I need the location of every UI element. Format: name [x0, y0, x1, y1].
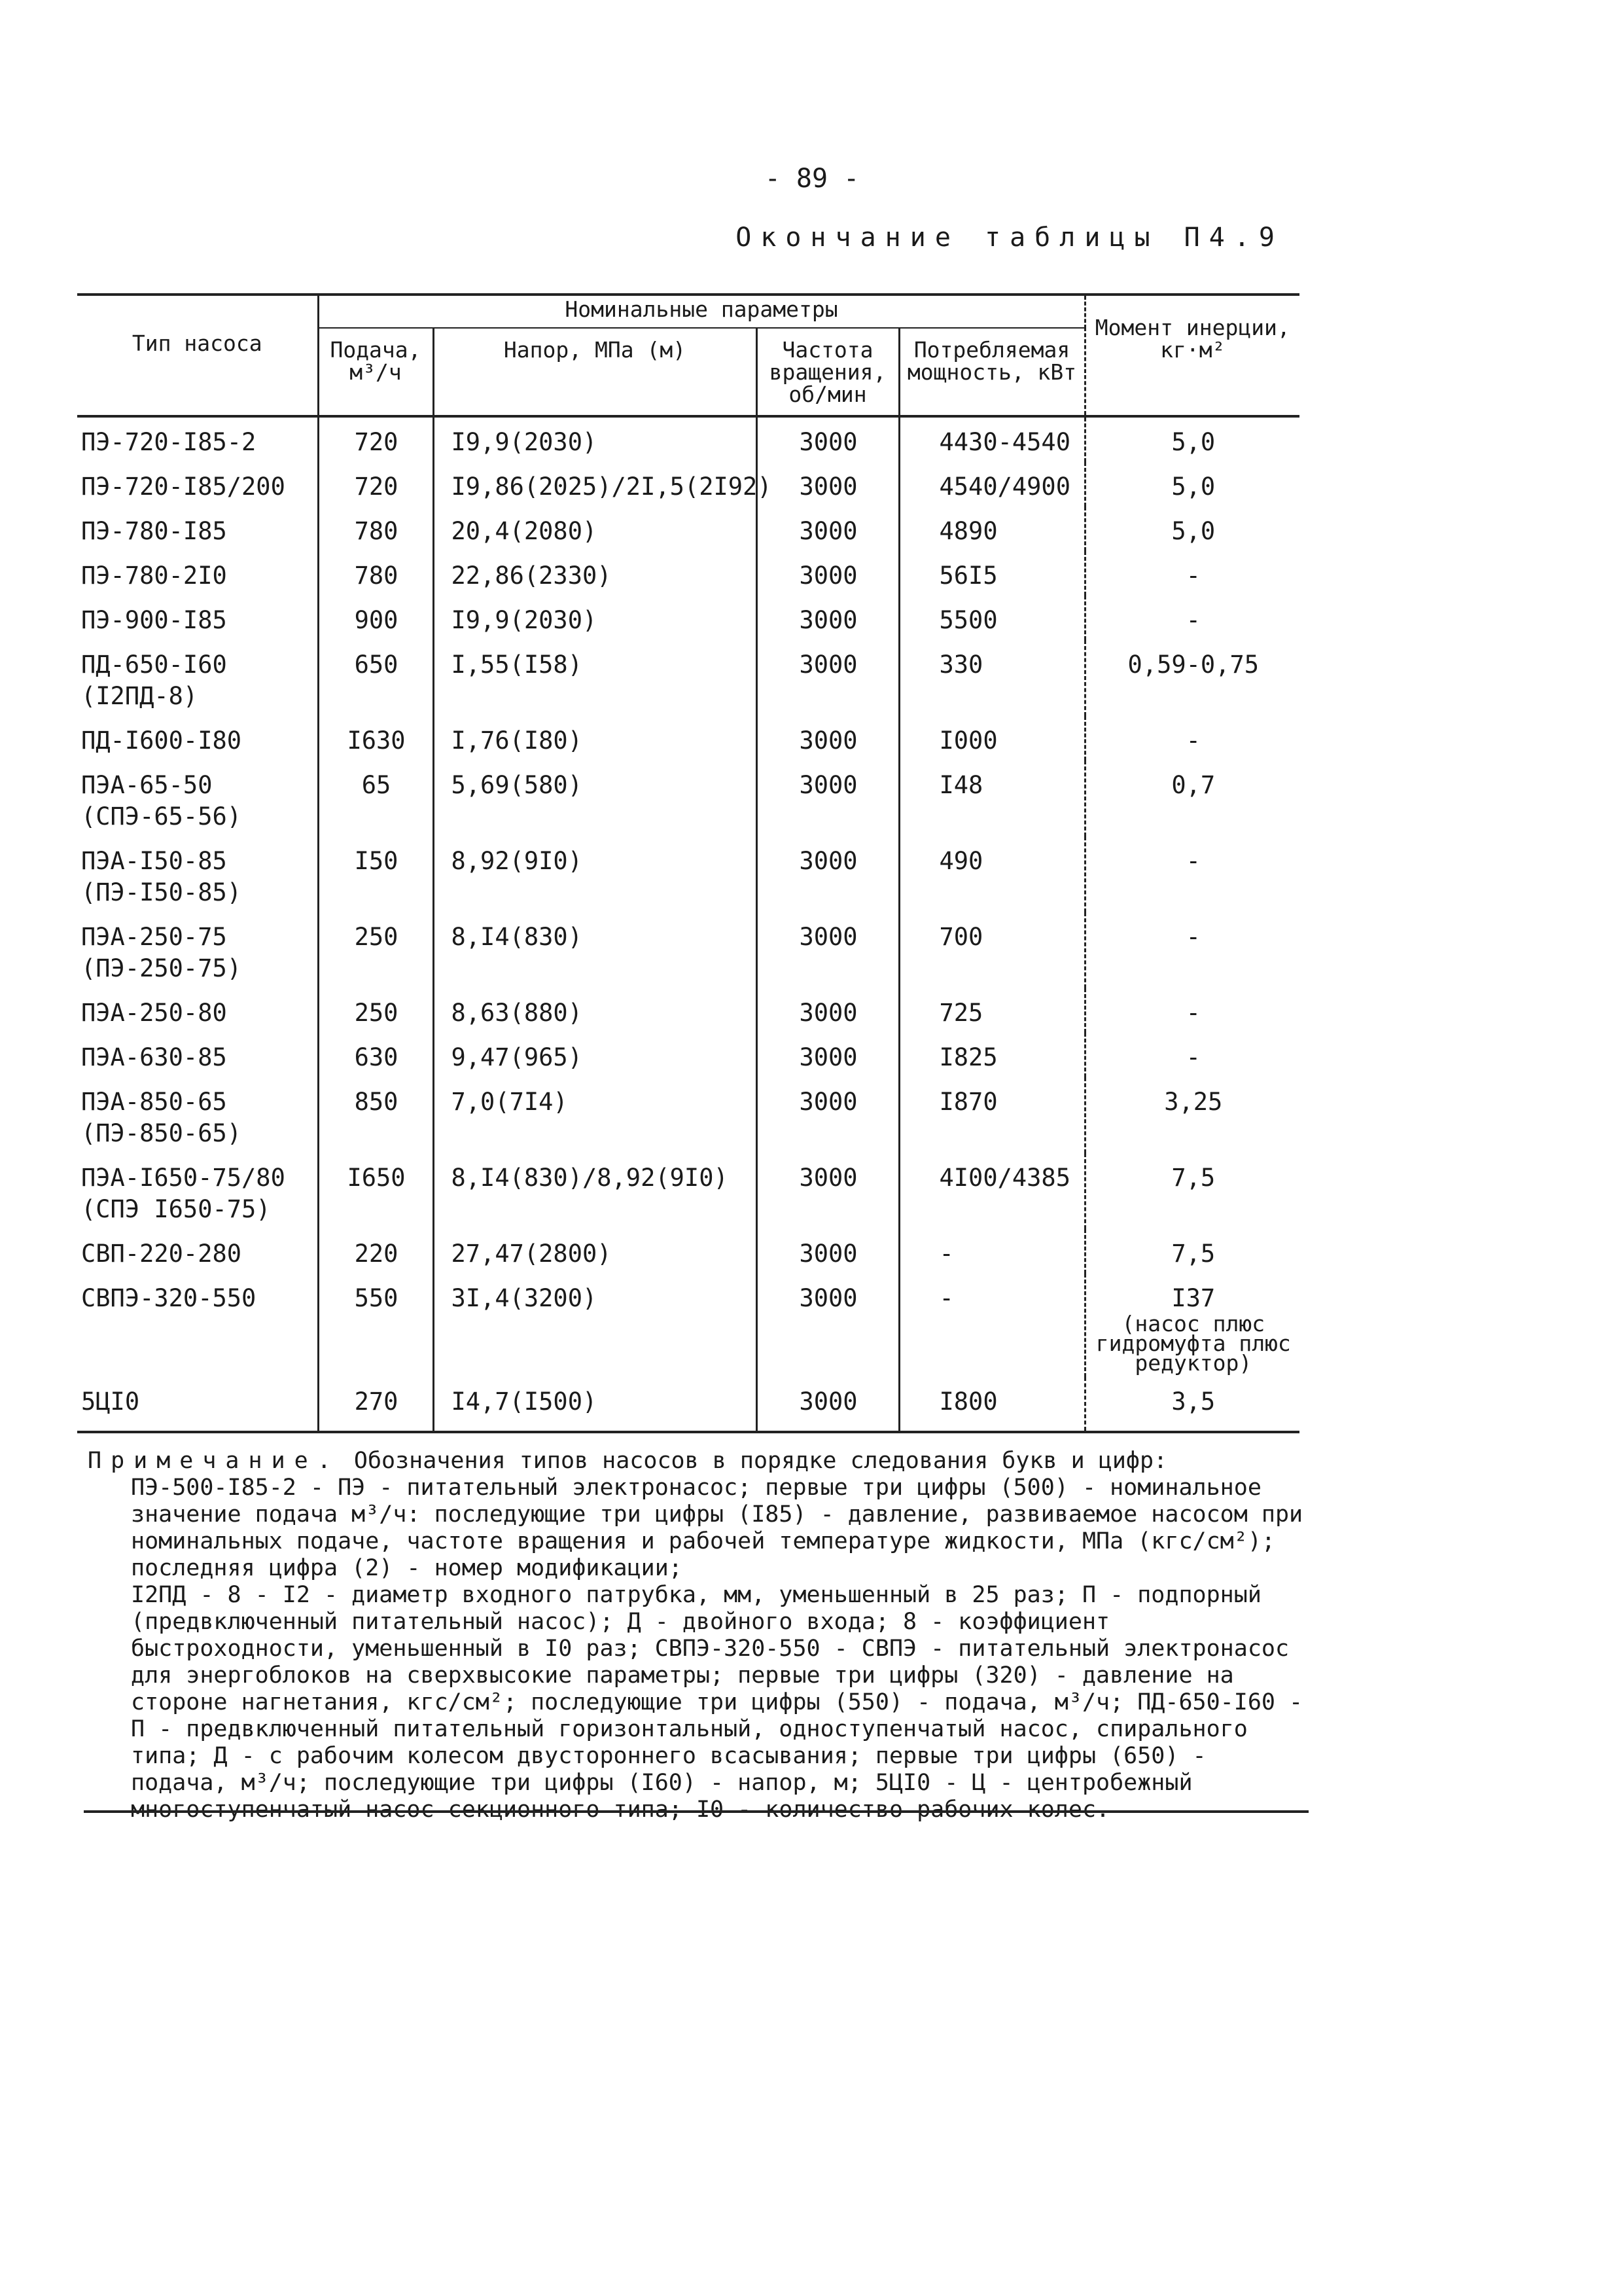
- table-body: [77, 416, 1299, 1432]
- cell-rotation-frequency: [756, 416, 899, 462]
- cell-power: [899, 1274, 1085, 1377]
- cell-power: [899, 1033, 1085, 1077]
- cell-inertia: [1085, 1077, 1299, 1153]
- cell-inertia-value: -: [1186, 923, 1201, 951]
- cell-head-value: 27,47(2800): [451, 1240, 612, 1268]
- cell-pump-type: [77, 988, 318, 1033]
- cell-head: [433, 1274, 756, 1377]
- cell-power-value: 5500: [939, 606, 998, 634]
- cell-head: [433, 912, 756, 988]
- cell-pump-type: [77, 507, 318, 551]
- cell-inertia-value: 3,25: [1164, 1088, 1223, 1116]
- cell-rotation-frequency-value: 3000: [799, 517, 858, 545]
- cell-rotation-frequency: [756, 1229, 899, 1274]
- cell-rotation-frequency-value: 3000: [799, 473, 858, 501]
- cell-inertia: [1085, 912, 1299, 988]
- cell-power-value: 4I00/4385: [939, 1164, 1070, 1192]
- cell-pump-type-value: 5ЦI0: [81, 1388, 140, 1416]
- cell-inertia-value: 5,0: [1171, 517, 1216, 545]
- cell-flow: [318, 1033, 433, 1077]
- cell-pump-type-value: ПЭА-I650-75/80: [81, 1164, 285, 1192]
- cell-power-value: I000: [939, 726, 998, 755]
- cell-head-value: 3I,4(3200): [451, 1284, 597, 1312]
- table-row: [77, 1077, 1299, 1153]
- cell-pump-type: [77, 1274, 318, 1377]
- cell-head: [433, 1077, 756, 1153]
- cell-rotation-frequency: [756, 551, 899, 596]
- cell-power-value: 490: [939, 847, 983, 875]
- cell-head-value: I,76(I80): [451, 726, 582, 755]
- cell-flow-value: 850: [354, 1088, 398, 1116]
- note-intro-text: Обозначения типов насосов в порядке следования букв и цифр:: [353, 1448, 1168, 1474]
- cell-power: [899, 416, 1085, 462]
- table-row: [77, 596, 1299, 640]
- cell-rotation-frequency: [756, 761, 899, 836]
- cell-power-value: I800: [939, 1388, 998, 1416]
- cell-head-value: 20,4(2080): [451, 517, 597, 545]
- header-head: Напор, МПа (м): [433, 328, 756, 416]
- cell-pump-type: [77, 640, 318, 716]
- cell-flow: [318, 551, 433, 596]
- cell-flow: [318, 1077, 433, 1153]
- cell-pump-type-value: ПЭА-I50-85: [81, 847, 227, 875]
- cell-inertia: [1085, 1229, 1299, 1274]
- cell-rotation-frequency: [756, 507, 899, 551]
- cell-rotation-frequency-value: 3000: [799, 771, 858, 799]
- cell-flow: [318, 1377, 433, 1432]
- cell-head: [433, 1229, 756, 1274]
- header-moment-of-inertia: Момент инерции, кг·м²: [1085, 295, 1299, 416]
- cell-power: [899, 507, 1085, 551]
- cell-inertia-value: -: [1186, 606, 1201, 634]
- cell-flow-value: 780: [354, 562, 398, 590]
- cell-head: [433, 1033, 756, 1077]
- cell-pump-type: [77, 596, 318, 640]
- table-row: [77, 988, 1299, 1033]
- cell-head: [433, 1377, 756, 1432]
- bottom-rule: [84, 1810, 1309, 1813]
- cell-rotation-frequency-value: 3000: [799, 428, 858, 456]
- cell-rotation-frequency-value: 3000: [799, 923, 858, 951]
- cell-pump-type-value: ПЭ-720-I85/200: [81, 473, 285, 501]
- cell-rotation-frequency: [756, 1274, 899, 1377]
- cell-pump-type-value: ПЭ-900-I85: [81, 606, 227, 634]
- table-row: [77, 1229, 1299, 1274]
- cell-pump-type: [77, 912, 318, 988]
- cell-flow-value: 720: [354, 473, 398, 501]
- cell-power-value: 4540/4900: [939, 473, 1070, 501]
- cell-head: [433, 596, 756, 640]
- cell-pump-type: [77, 1377, 318, 1432]
- cell-pump-type-value: ПЭА-630-85: [81, 1043, 227, 1071]
- cell-rotation-frequency: [756, 1377, 899, 1432]
- cell-head: [433, 640, 756, 716]
- cell-inertia-value: -: [1186, 726, 1201, 755]
- cell-flow: [318, 716, 433, 761]
- cell-pump-type-value: СВПЭ-320-550: [81, 1284, 256, 1312]
- table-row: [77, 1153, 1299, 1229]
- cell-head-value: 8,I4(830): [451, 923, 582, 951]
- cell-power: [899, 836, 1085, 912]
- cell-pump-type-alt: (ПЭ-850-65): [81, 1119, 242, 1147]
- cell-rotation-frequency-value: 3000: [799, 606, 858, 634]
- cell-power-value: -: [939, 1240, 954, 1268]
- cell-flow: [318, 416, 433, 462]
- cell-inertia: [1085, 988, 1299, 1033]
- cell-head: [433, 507, 756, 551]
- cell-flow: [318, 1153, 433, 1229]
- cell-flow: [318, 912, 433, 988]
- cell-flow-value: 900: [354, 606, 398, 634]
- cell-head: [433, 551, 756, 596]
- cell-flow: [318, 596, 433, 640]
- page-number: - 89 -: [764, 164, 860, 194]
- header-pump-type: Тип насоса: [77, 295, 318, 416]
- table-row: [77, 462, 1299, 507]
- cell-rotation-frequency-value: 3000: [799, 847, 858, 875]
- cell-flow: [318, 1229, 433, 1274]
- cell-head-value: I9,9(2030): [451, 606, 597, 634]
- cell-head: [433, 462, 772, 507]
- cell-head: [433, 716, 756, 761]
- cell-rotation-frequency-value: 3000: [799, 726, 858, 755]
- cell-pump-type-value: ПД-I600-I80: [81, 726, 242, 755]
- cell-pump-type: [77, 416, 318, 462]
- cell-pump-type: [77, 462, 318, 507]
- cell-flow-value: 550: [354, 1284, 398, 1312]
- cell-power: [899, 988, 1085, 1033]
- cell-inertia-value: -: [1186, 847, 1201, 875]
- table-row: [77, 640, 1299, 716]
- cell-rotation-frequency-value: 3000: [799, 1284, 858, 1312]
- cell-rotation-frequency: [756, 462, 899, 507]
- note-intro: [88, 1448, 1315, 1475]
- cell-pump-type-value: ПЭА-250-80: [81, 999, 227, 1027]
- cell-power-value: 700: [939, 923, 983, 951]
- header-nominal-parameters: Номинальные параметры: [318, 295, 1085, 328]
- cell-flow-value: 720: [354, 428, 398, 456]
- table-row: [77, 836, 1299, 912]
- cell-power: [899, 1377, 1085, 1432]
- cell-inertia: [1085, 507, 1299, 551]
- cell-inertia: [1085, 596, 1299, 640]
- cell-head: [433, 1153, 756, 1229]
- cell-inertia-value: -: [1186, 562, 1201, 590]
- cell-inertia-value: 0,7: [1171, 771, 1216, 799]
- cell-flow: [318, 836, 433, 912]
- table-row: [77, 761, 1299, 836]
- cell-head-value: I9,86(2025)/2I,5(2I92): [451, 473, 772, 501]
- cell-pump-type-value: ПД-650-I60: [81, 651, 227, 679]
- cell-flow: [318, 761, 433, 836]
- cell-power-value: 4430-4540: [939, 428, 1070, 456]
- cell-flow-value: 220: [354, 1240, 398, 1268]
- cell-inertia: [1085, 1274, 1299, 1377]
- cell-inertia: [1085, 716, 1299, 761]
- cell-head-value: 8,I4(830)/8,92(9I0): [451, 1164, 728, 1192]
- cell-power-value: 56I5: [939, 562, 998, 590]
- cell-power: [899, 716, 1085, 761]
- cell-inertia-note: (насос плюс гидромуфта плюс редуктор): [1095, 1311, 1291, 1376]
- cell-flow-value: I630: [347, 726, 406, 755]
- cell-inertia: [1085, 640, 1299, 716]
- cell-head-value: 8,92(9I0): [451, 847, 582, 875]
- cell-flow: [318, 1274, 433, 1377]
- table-row: [77, 1033, 1299, 1077]
- cell-flow-value: I650: [347, 1164, 406, 1192]
- cell-inertia-value: 7,5: [1171, 1164, 1216, 1192]
- cell-pump-type-value: ПЭА-250-75: [81, 923, 227, 951]
- cell-pump-type-alt: (ПЭ-250-75): [81, 954, 242, 982]
- cell-inertia-value: 3,5: [1171, 1388, 1216, 1416]
- cell-head: [433, 761, 756, 836]
- cell-rotation-frequency-value: 3000: [799, 1088, 858, 1116]
- cell-power-value: -: [939, 1284, 954, 1312]
- cell-head-value: I4,7(I500): [451, 1388, 597, 1416]
- cell-power: [899, 1153, 1085, 1229]
- cell-flow-value: 250: [354, 999, 398, 1027]
- cell-pump-type-value: ПЭА-850-65: [81, 1088, 227, 1116]
- cell-power-value: I48: [939, 771, 983, 799]
- cell-inertia: [1085, 416, 1299, 462]
- cell-rotation-frequency: [756, 1077, 899, 1153]
- cell-power: [899, 551, 1085, 596]
- cell-power: [899, 596, 1085, 640]
- cell-power: [899, 1229, 1085, 1274]
- cell-inertia-value: 5,0: [1171, 428, 1216, 456]
- cell-rotation-frequency: [756, 596, 899, 640]
- cell-flow-value: 780: [354, 517, 398, 545]
- cell-flow: [318, 640, 433, 716]
- cell-head-value: I,55(I58): [451, 651, 582, 679]
- cell-pump-type: [77, 836, 318, 912]
- table-row: [77, 1377, 1299, 1432]
- cell-pump-type: [77, 1033, 318, 1077]
- cell-power: [899, 462, 1085, 507]
- table-note: [88, 1448, 1315, 1823]
- cell-power: [899, 1077, 1085, 1153]
- pump-parameters-table: [77, 293, 1299, 1433]
- cell-flow: [318, 507, 433, 551]
- cell-pump-type-value: СВП-220-280: [81, 1240, 242, 1268]
- cell-rotation-frequency: [756, 912, 899, 988]
- cell-pump-type-value: ПЭА-65-50: [81, 771, 213, 799]
- cell-head: [433, 988, 756, 1033]
- note-paragraph-1: ПЭ-500-I85-2 - ПЭ - питательный электронасос; первые три цифры (500) - номинальное значение подача м³/ч: последующие три цифры (I85) - давление, развиваемое насосом при номинальных подаче, частоте вращения и рабочей температуре жидкости, МПа (кгс/см²); последняя цифра (2) - номер модификации;: [131, 1475, 1303, 1581]
- cell-flow-value: 250: [354, 923, 398, 951]
- table-row: [77, 716, 1299, 761]
- cell-inertia-value: I37: [1171, 1284, 1216, 1312]
- cell-rotation-frequency: [756, 836, 899, 912]
- cell-inertia: [1085, 462, 1299, 507]
- cell-inertia: [1085, 1153, 1299, 1229]
- cell-rotation-frequency: [756, 1033, 899, 1077]
- cell-pump-type: [77, 1153, 318, 1229]
- cell-rotation-frequency-value: 3000: [799, 562, 858, 590]
- cell-power-value: 330: [939, 651, 983, 679]
- cell-inertia: [1085, 836, 1299, 912]
- cell-head: [433, 836, 756, 912]
- cell-rotation-frequency: [756, 640, 899, 716]
- header-flow: Подача, м³/ч: [318, 328, 433, 416]
- table-row: [77, 912, 1299, 988]
- cell-power: [899, 761, 1085, 836]
- cell-power-value: 4890: [939, 517, 998, 545]
- cell-power: [899, 912, 1085, 988]
- cell-rotation-frequency-value: 3000: [799, 1240, 858, 1268]
- cell-head-value: 5,69(580): [451, 771, 582, 799]
- cell-flow-value: I50: [354, 847, 398, 875]
- cell-pump-type-value: ПЭ-720-I85-2: [81, 428, 256, 456]
- cell-inertia-value: 7,5: [1171, 1240, 1216, 1268]
- cell-pump-type-alt: (СПЭ-65-56): [81, 802, 242, 831]
- cell-rotation-frequency-value: 3000: [799, 651, 858, 679]
- cell-flow-value: 650: [354, 651, 398, 679]
- table-title: Окончание таблицы П4.9: [735, 223, 1284, 253]
- table-row: [77, 1274, 1299, 1377]
- cell-power-value: I870: [939, 1088, 998, 1116]
- cell-pump-type-value: ПЭ-780-I85: [81, 517, 227, 545]
- cell-power: [899, 640, 1085, 716]
- cell-rotation-frequency-value: 3000: [799, 999, 858, 1027]
- note-label: Примечание.: [88, 1448, 340, 1474]
- cell-rotation-frequency-value: 3000: [799, 1388, 858, 1416]
- table-row: [77, 507, 1299, 551]
- cell-head-value: 22,86(2330): [451, 562, 612, 590]
- cell-pump-type: [77, 761, 318, 836]
- cell-pump-type-value: ПЭ-780-2I0: [81, 562, 227, 590]
- cell-inertia: [1085, 1377, 1299, 1432]
- cell-head-value: 9,47(965): [451, 1043, 582, 1071]
- cell-rotation-frequency-value: 3000: [799, 1043, 858, 1071]
- cell-inertia: [1085, 551, 1299, 596]
- note-paragraph-2: I2ПД - 8 - I2 - диаметр входного патрубка, мм, уменьшенный в 25 раз; П - подпорный (предвключенный питательный насос); Д - двойного входа; 8 - коэффициент быстроходности, уменьшенный в I0 раз; СВПЭ-320-550 - СВПЭ - питательный электронасос для энергоблоков на сверхвысокие параметры; первые три цифры (320) - давление на стороне нагнетания, кгс/см²; последующие три цифры (550) - подача, м³/ч; ПД-650-I60 - П - предвключенный питательный горизонтальный, одноступенчатый насос, спирального типа; Д - с рабочим колесом двустороннего всасывания; первые три цифры (650) - подача, м³/ч; последующие три цифры (I60) - напор, м; 5ЦI0 - Ц - центробежный многоступенчатый насос секционного типа; I0 - количество рабочих колес.: [131, 1582, 1303, 1823]
- cell-inertia-value: -: [1186, 1043, 1201, 1071]
- cell-pump-type-alt: (I2ПД-8): [81, 682, 198, 710]
- header-power-consumption: Потребляемая мощность, кВт: [899, 328, 1085, 416]
- cell-head-value: 8,63(880): [451, 999, 582, 1027]
- cell-flow-value: 65: [361, 771, 391, 799]
- cell-inertia-value: 0,59-0,75: [1127, 651, 1260, 679]
- cell-inertia-value: -: [1186, 999, 1201, 1027]
- cell-inertia-value: 5,0: [1171, 473, 1216, 501]
- cell-head-value: I9,9(2030): [451, 428, 597, 456]
- cell-pump-type-alt: (СПЭ I650-75): [81, 1195, 271, 1223]
- cell-pump-type: [77, 1077, 318, 1153]
- cell-power-value: I825: [939, 1043, 998, 1071]
- header-rotation-frequency: Частота вращения, об/мин: [756, 328, 899, 416]
- cell-rotation-frequency: [756, 716, 899, 761]
- cell-pump-type-alt: (ПЭ-I50-85): [81, 878, 242, 906]
- cell-power-value: 725: [939, 999, 983, 1027]
- table-row: [77, 416, 1299, 462]
- cell-pump-type: [77, 551, 318, 596]
- cell-pump-type: [77, 716, 318, 761]
- cell-head: [433, 416, 756, 462]
- cell-flow: [318, 462, 433, 507]
- table-row: [77, 551, 1299, 596]
- cell-flow-value: 630: [354, 1043, 398, 1071]
- cell-rotation-frequency: [756, 1153, 899, 1229]
- cell-head-value: 7,0(7I4): [451, 1088, 568, 1116]
- cell-rotation-frequency-value: 3000: [799, 1164, 858, 1192]
- cell-inertia: [1085, 761, 1299, 836]
- cell-rotation-frequency: [756, 988, 899, 1033]
- cell-pump-type: [77, 1229, 318, 1274]
- cell-inertia: [1085, 1033, 1299, 1077]
- cell-flow-value: 270: [354, 1388, 398, 1416]
- cell-flow: [318, 988, 433, 1033]
